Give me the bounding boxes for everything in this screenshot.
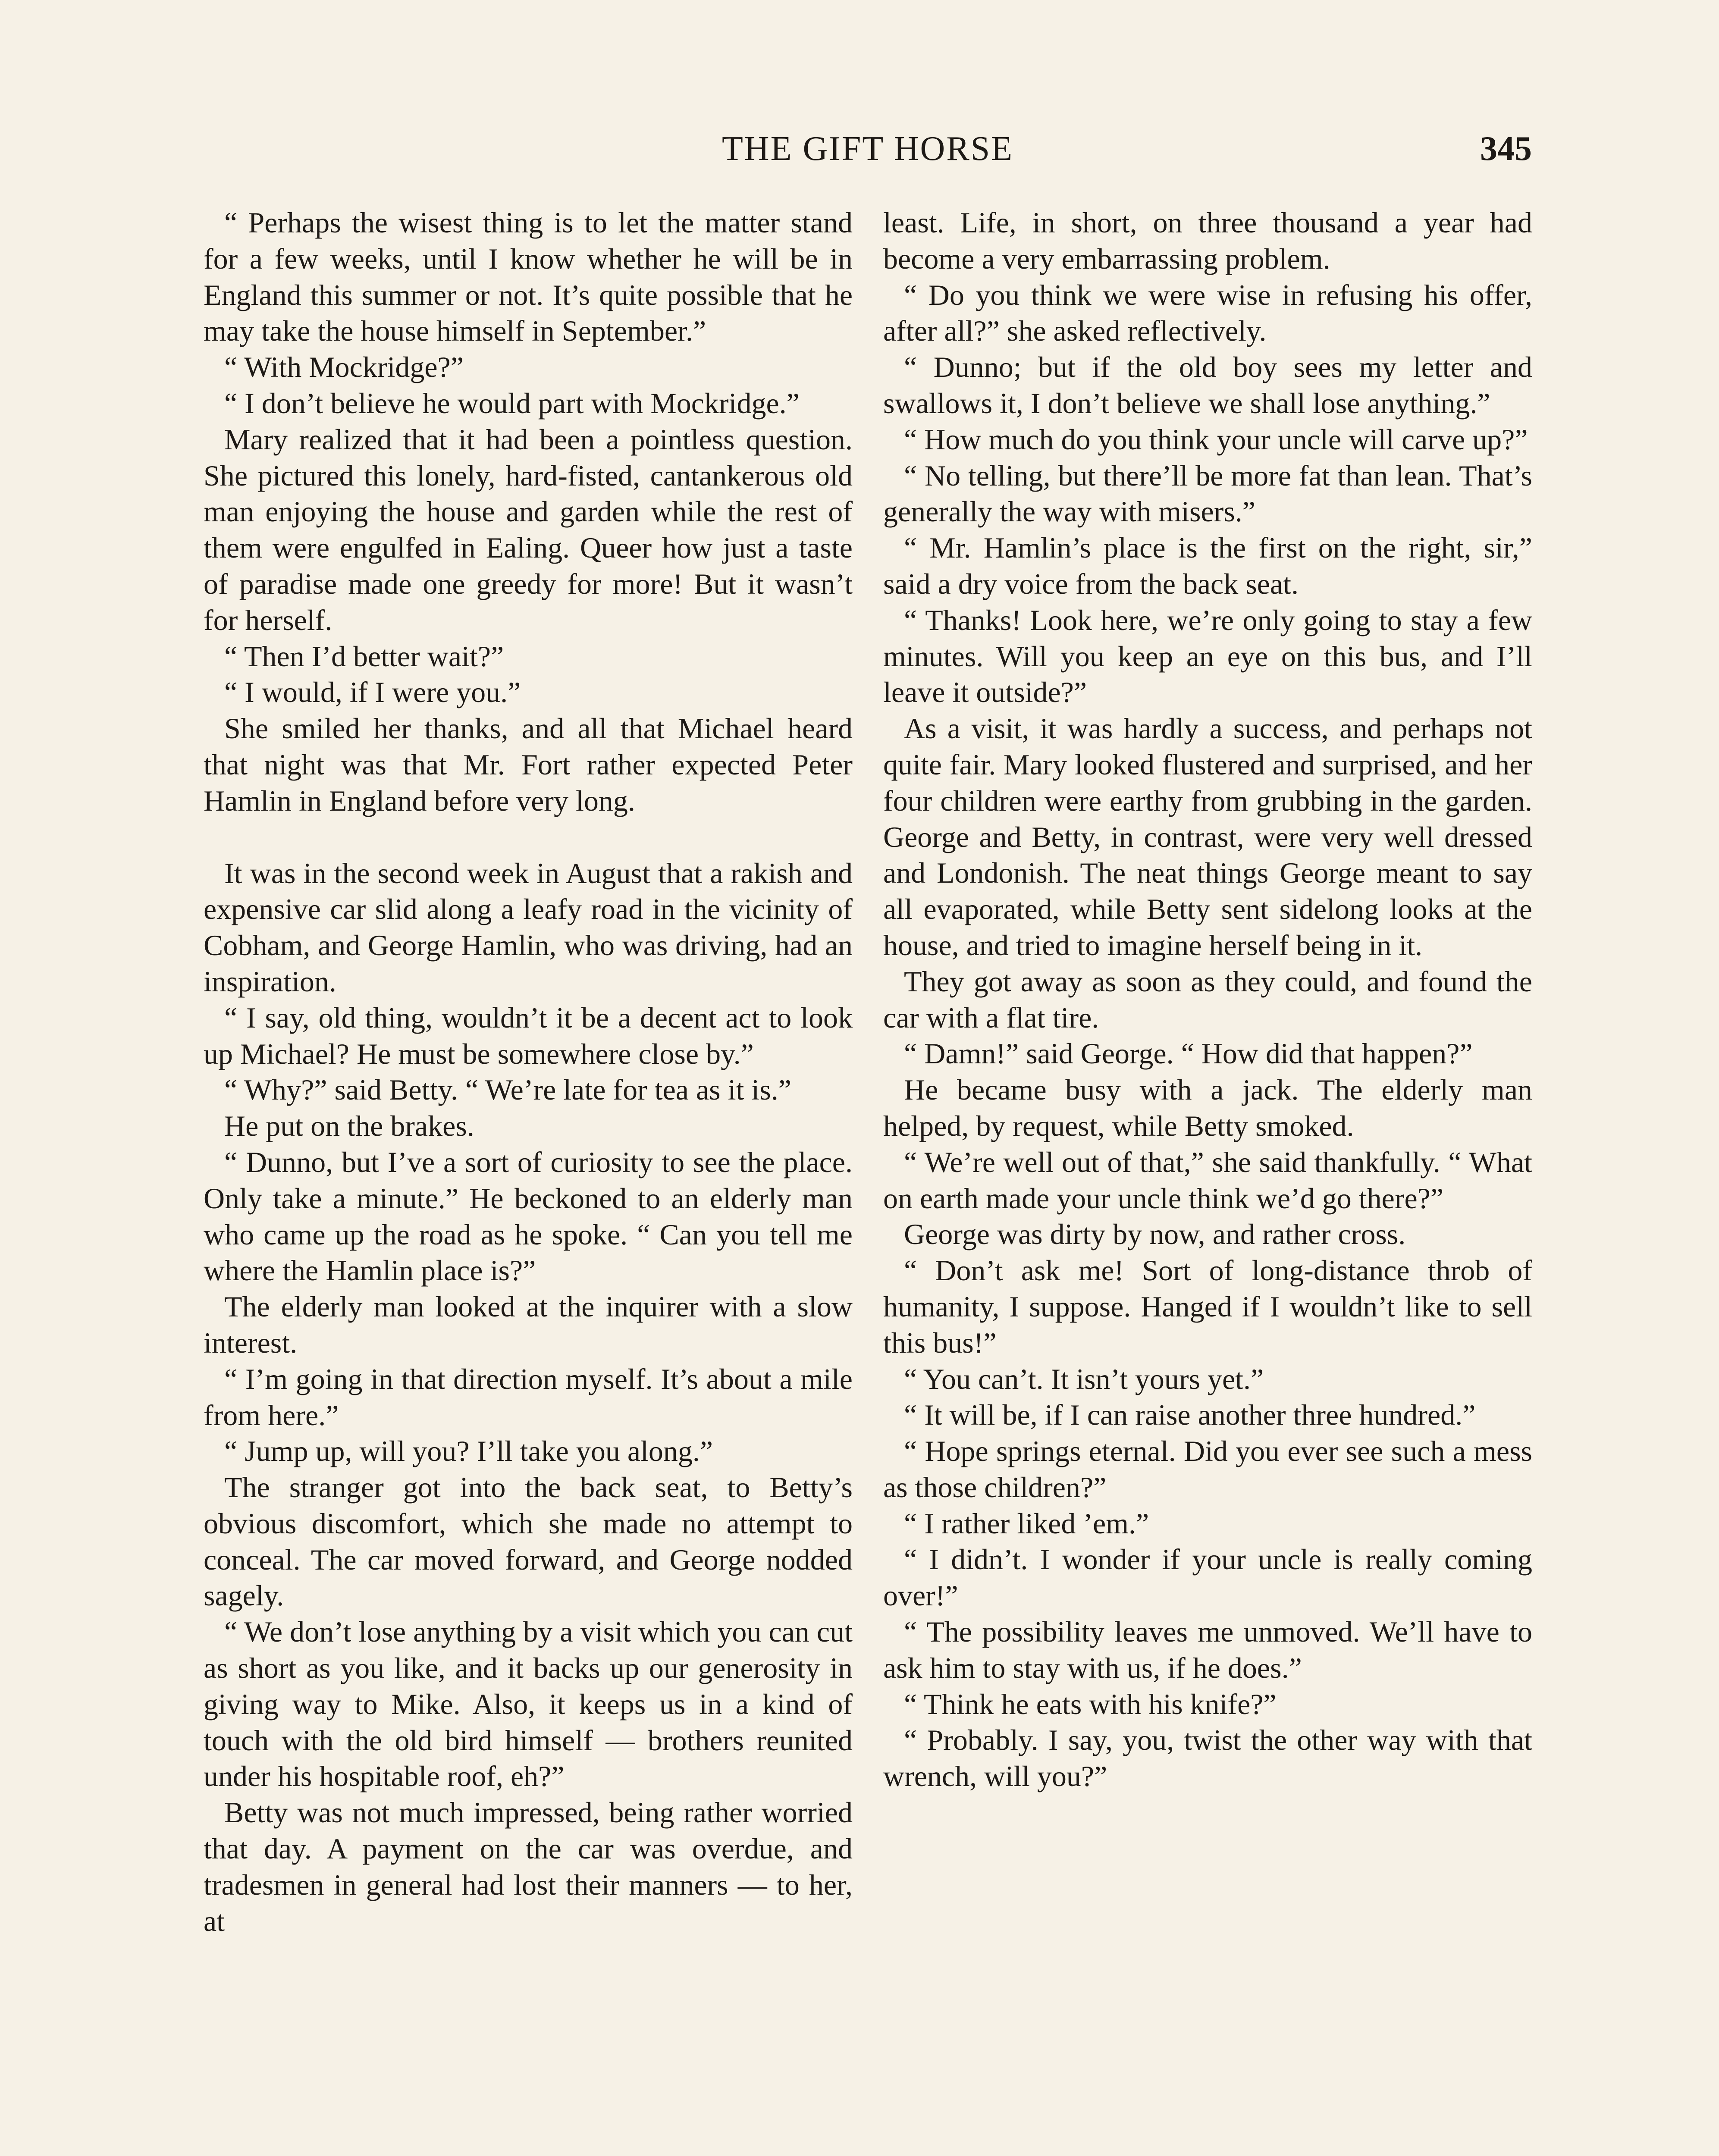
- paragraph: “ We’re well out of that,” she said thankfully. “ What on earth made your uncle think we’d go there?”: [883, 1145, 1532, 1215]
- paragraph: “ Perhaps the wisest thing is to let the matter stand for a few weeks, until I know whether he will be in England this summer or not. It’s quite possible that he may take the house himself in September.”: [204, 206, 853, 348]
- running-title: THE GIFT HORSE: [721, 130, 1014, 168]
- paragraph: “ Why?” said Betty. “ We’re late for tea as it is.”: [224, 1073, 791, 1106]
- paragraph: She smiled her thanks, and all that Michael heard that night was that Mr. Fort rather expected Peter Hamlin in England before very long.: [204, 712, 853, 817]
- paragraph: “ Do you think we were wise in refusing his offer, after all?” she asked reflectively.: [883, 278, 1532, 348]
- paragraph: “ You can’t. It isn’t yours yet.”: [904, 1362, 1264, 1395]
- paragraph: “ Don’t ask me! Sort of long-distance throb of humanity, I suppose. Hanged if I wouldn’t like to sell this bus!”: [883, 1254, 1532, 1359]
- paragraph: He became busy with a jack. The elderly man helped, by request, while Betty smoked.: [883, 1073, 1532, 1142]
- paragraph: “ I’m going in that direction myself. It’s about a mile from here.”: [204, 1362, 853, 1432]
- paragraph: As a visit, it was hardly a success, and perhaps not quite fair. Mary looked flustered and surprised, and her four children were earthy from grubbing in the garden. George and Betty, in contrast, were very well dressed and Londonish. The neat things George meant to say all evaporated, while Betty sent sidelong looks at the house, and tried to imagine herself being in it.: [883, 712, 1532, 962]
- paragraph: The elderly man looked at the inquirer with a slow interest.: [204, 1290, 853, 1359]
- left-column: [204, 205, 853, 1939]
- paragraph: He put on the brakes.: [224, 1109, 474, 1143]
- paragraph: “ The possibility leaves me unmoved. We’ll have to ask him to stay with us, if he does.”: [883, 1615, 1532, 1684]
- paragraph: “ Dunno, but I’ve a sort of curiosity to see the place. Only take a minute.” He beckoned to an elderly man who came up the road as he spoke. “ Can you tell me where the Hamlin place is?”: [204, 1145, 853, 1287]
- paragraph: “ I say, old thing, wouldn’t it be a decent act to look up Michael? He must be somewhere close by.”: [204, 1001, 853, 1070]
- paragraph: “ It will be, if I can raise another three hundred.”: [904, 1398, 1476, 1432]
- paragraph: “ Thanks! Look here, we’re only going to stay a few minutes. Will you keep an eye on this bus, and I’ll leave it outside?”: [883, 603, 1532, 709]
- paragraph: The stranger got into the back seat, to Betty’s obvious discomfort, which she made no attempt to conceal. The car moved forward, and George nodded sagely.: [204, 1471, 853, 1612]
- paragraph-continuation: least. Life, in short, on three thousand a year had become a very embarrassing problem.: [883, 206, 1532, 275]
- paragraph: Mary realized that it had been a pointless question. She pictured this lonely, hard-fisted, cantankerous old man enjoying the house and garden while the rest of them were engulfed in Ealing. Queer how just a taste of paradise made one greedy for more! But it wasn’t for herself.: [204, 423, 853, 636]
- page-number: 345: [1480, 130, 1532, 168]
- right-column: [883, 205, 1532, 1795]
- section-start-paragraph: It was in the second week in August that a rakish and expensive car slid along a leafy road in the vicinity of Cobham, and George Hamlin, who was driving, had an inspiration.: [204, 856, 853, 998]
- paragraph: “ Jump up, will you? I’ll take you along.”: [224, 1435, 713, 1468]
- paragraph: They got away as soon as they could, and found the car with a flat tire.: [883, 965, 1532, 1034]
- paragraph: “ I don’t believe he would part with Mockridge.”: [224, 386, 800, 420]
- paragraph: “ With Mockridge?”: [224, 351, 464, 384]
- paragraph: “ Damn!” said George. “ How did that happen?”: [904, 1037, 1473, 1070]
- paragraph: “ I rather liked ’em.”: [904, 1507, 1149, 1540]
- paragraph: George was dirty by now, and rather cross.: [904, 1218, 1406, 1251]
- paragraph: “ Mr. Hamlin’s place is the first on the right, sir,” said a dry voice from the back seat.: [883, 531, 1532, 600]
- paragraph: “ Hope springs eternal. Did you ever see such a mess as those children?”: [883, 1435, 1532, 1504]
- page-header: [204, 129, 1532, 177]
- paragraph: “ Then I’d better wait?”: [224, 639, 504, 673]
- paragraph: Betty was not much impressed, being rather worried that day. A payment on the car was overdue, and tradesmen in general had lost their manners — to her, at: [204, 1796, 853, 1937]
- paragraph: “ No telling, but there’ll be more fat than lean. That’s generally the way with misers.”: [883, 459, 1532, 528]
- paragraph: “ Probably. I say, you, twist the other way with that wrench, will you?”: [883, 1724, 1532, 1793]
- paragraph: “ Think he eats with his knife?”: [904, 1687, 1277, 1720]
- paragraph: “ I would, if I were you.”: [224, 676, 521, 709]
- paragraph: “ Dunno; but if the old boy sees my letter and swallows it, I don’t believe we shall lose anything.”: [883, 351, 1532, 420]
- paragraph: “ I didn’t. I wonder if your uncle is really coming over!”: [883, 1543, 1532, 1612]
- paragraph: “ We don’t lose anything by a visit which you can cut as short as you like, and it backs up our generosity in giving way to Mike. Also, it keeps us in a kind of touch with the old bird himself — brothers reunited under his hospitable roof, eh?”: [204, 1615, 853, 1793]
- paragraph: “ How much do you think your uncle will carve up?”: [904, 423, 1528, 456]
